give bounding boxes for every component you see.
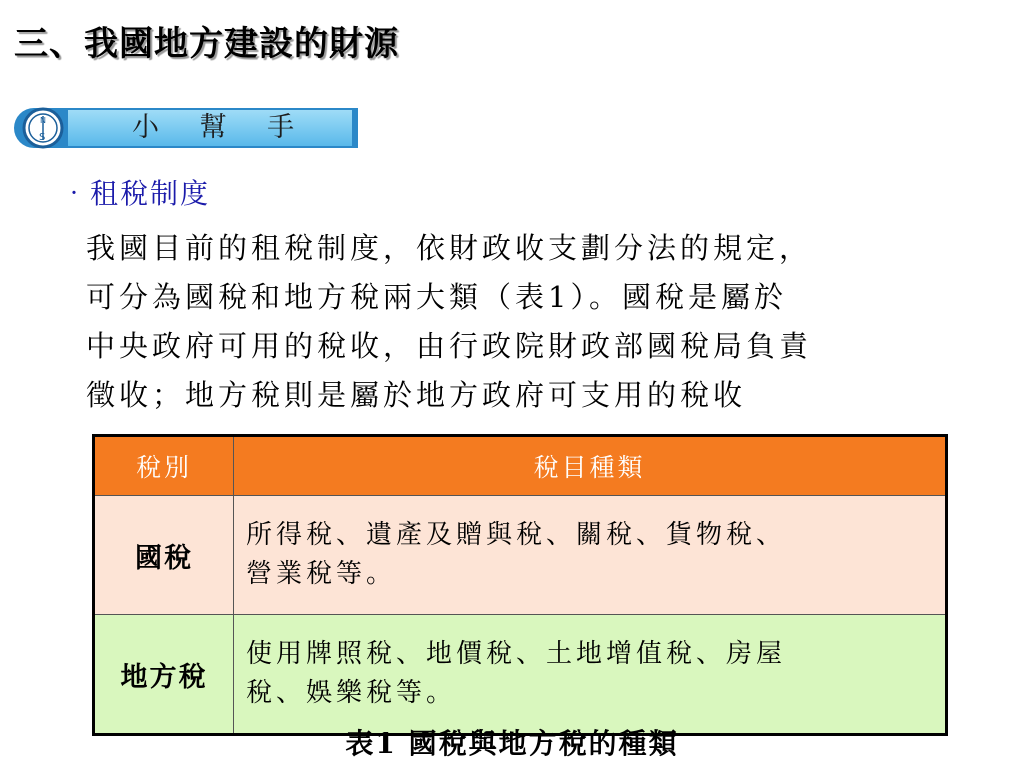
tax-table	[92, 434, 948, 736]
compass-icon	[22, 107, 64, 149]
table-header-row	[94, 436, 947, 496]
row-items-local	[234, 615, 947, 735]
table-row	[94, 496, 947, 615]
items-line: 營業稅等。	[246, 559, 397, 589]
paragraph-line: 我國目前的租稅制度，依財政收支劃分法的規定，	[86, 231, 813, 265]
table-row	[94, 615, 947, 735]
row-category-local: 地方稅	[94, 615, 234, 735]
paragraph-line: 可分為國稅和地方稅兩大類（表1）。國稅是屬於	[86, 280, 787, 314]
header-tax-items: 稅目種類	[234, 436, 947, 496]
items-line: 所得稅、遺產及贈與稅、關稅、貨物稅、	[246, 520, 787, 550]
row-items-national	[234, 496, 947, 615]
page-title: 三、我國地方建設的財源	[14, 24, 399, 64]
table-caption: 表1 國稅與地方稅的種類	[345, 727, 679, 760]
row-category-national: 國稅	[94, 496, 234, 615]
body-paragraph	[86, 224, 986, 420]
section-heading: ‧租稅制度	[60, 177, 211, 210]
compass-letter-s: S	[39, 132, 46, 143]
items-line: 稅、娛樂稅等。	[246, 678, 457, 708]
compass-letter-n: N	[40, 116, 46, 125]
paragraph-line: 徵收；地方稅則是屬於地方政府可支用的稅收	[86, 378, 747, 412]
helper-banner	[14, 108, 358, 148]
paragraph-line: 中央政府可用的稅收，由行政院財政部國稅局負責	[86, 329, 813, 363]
items-line: 使用牌照稅、地價稅、土地增值稅、房屋	[246, 639, 787, 669]
header-tax-category: 稅別	[94, 436, 234, 496]
helper-label: 小 幫 手	[132, 112, 311, 143]
